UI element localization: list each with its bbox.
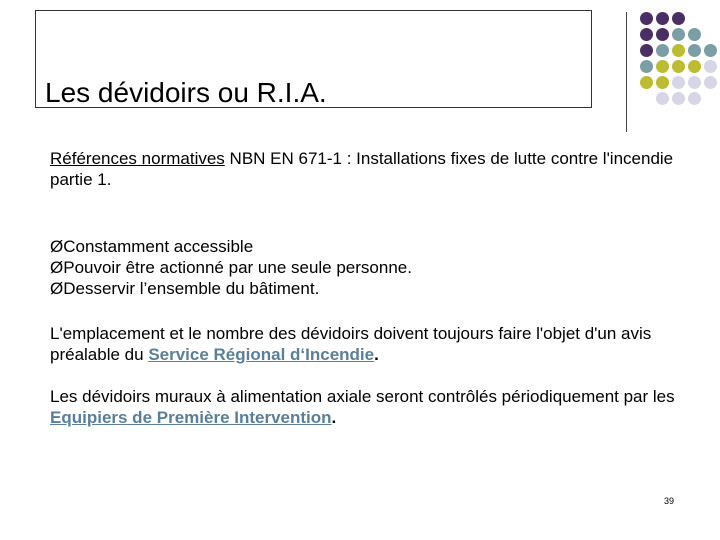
list-item: ØConstamment accessible bbox=[50, 237, 254, 256]
decorative-dot bbox=[640, 44, 653, 57]
equipiers-link[interactable]: Equipiers de Première Intervention bbox=[50, 408, 332, 427]
decorative-dot bbox=[672, 92, 685, 105]
decorative-dot bbox=[688, 60, 701, 73]
references-lead: Références normatives bbox=[50, 149, 225, 168]
decorative-dot bbox=[656, 76, 669, 89]
decorative-dot bbox=[640, 28, 653, 41]
decorative-dot bbox=[688, 28, 701, 41]
norm-reference: NBN EN 671-1 bbox=[229, 149, 342, 168]
decorative-dot bbox=[656, 60, 669, 73]
decorative-dot bbox=[640, 76, 653, 89]
decorative-dot bbox=[656, 28, 669, 41]
arrow-bullet-icon: Ø bbox=[50, 258, 64, 277]
decorative-dot bbox=[688, 44, 701, 57]
page-title: Les dévidoirs ou R.I.A. bbox=[45, 77, 327, 108]
list-item: ØDesservir l’ensemble du bâtiment. bbox=[50, 279, 320, 298]
decorative-dot bbox=[704, 60, 717, 73]
decorative-dot bbox=[704, 76, 717, 89]
arrow-bullet-icon: Ø bbox=[50, 237, 64, 256]
list-item: ØPouvoir être actionné par une seule personne. bbox=[50, 258, 412, 277]
decorative-dot bbox=[672, 60, 685, 73]
slide-content bbox=[50, 148, 690, 428]
vertical-divider bbox=[626, 12, 627, 132]
title-box bbox=[35, 10, 592, 108]
control-paragraph: Les dévidoirs muraux à alimentation axiale seront contrôlés périodiquement par les Equipiers de Première Intervention. bbox=[50, 387, 675, 427]
decorative-dot bbox=[672, 12, 685, 25]
decorative-dot bbox=[656, 12, 669, 25]
service-regional-link[interactable]: Service Régional d‘Incendie bbox=[148, 345, 375, 364]
decorative-dot bbox=[656, 44, 669, 57]
references-paragraph bbox=[50, 148, 690, 190]
decorative-dot bbox=[656, 92, 669, 105]
decorative-dot bbox=[672, 76, 685, 89]
arrow-bullet-icon: Ø bbox=[50, 279, 64, 298]
decorative-dot bbox=[672, 44, 685, 57]
page-number: 39 bbox=[664, 496, 675, 506]
decorative-dot bbox=[640, 12, 653, 25]
decorative-dot bbox=[640, 60, 653, 73]
decorative-dot bbox=[688, 92, 701, 105]
bullet-list bbox=[50, 236, 690, 299]
decorative-dot bbox=[672, 28, 685, 41]
decorative-dot bbox=[688, 76, 701, 89]
references-rest: : Installations fixes de lutte contre l'incendie partie 1. bbox=[50, 149, 674, 189]
placement-paragraph: L'emplacement et le nombre des dévidoirs doivent toujours faire l'objet d'un avis préalable du Service Régional d‘Incendie. bbox=[50, 324, 652, 364]
decorative-dot bbox=[704, 44, 717, 57]
decorative-dot-grid bbox=[638, 10, 718, 120]
